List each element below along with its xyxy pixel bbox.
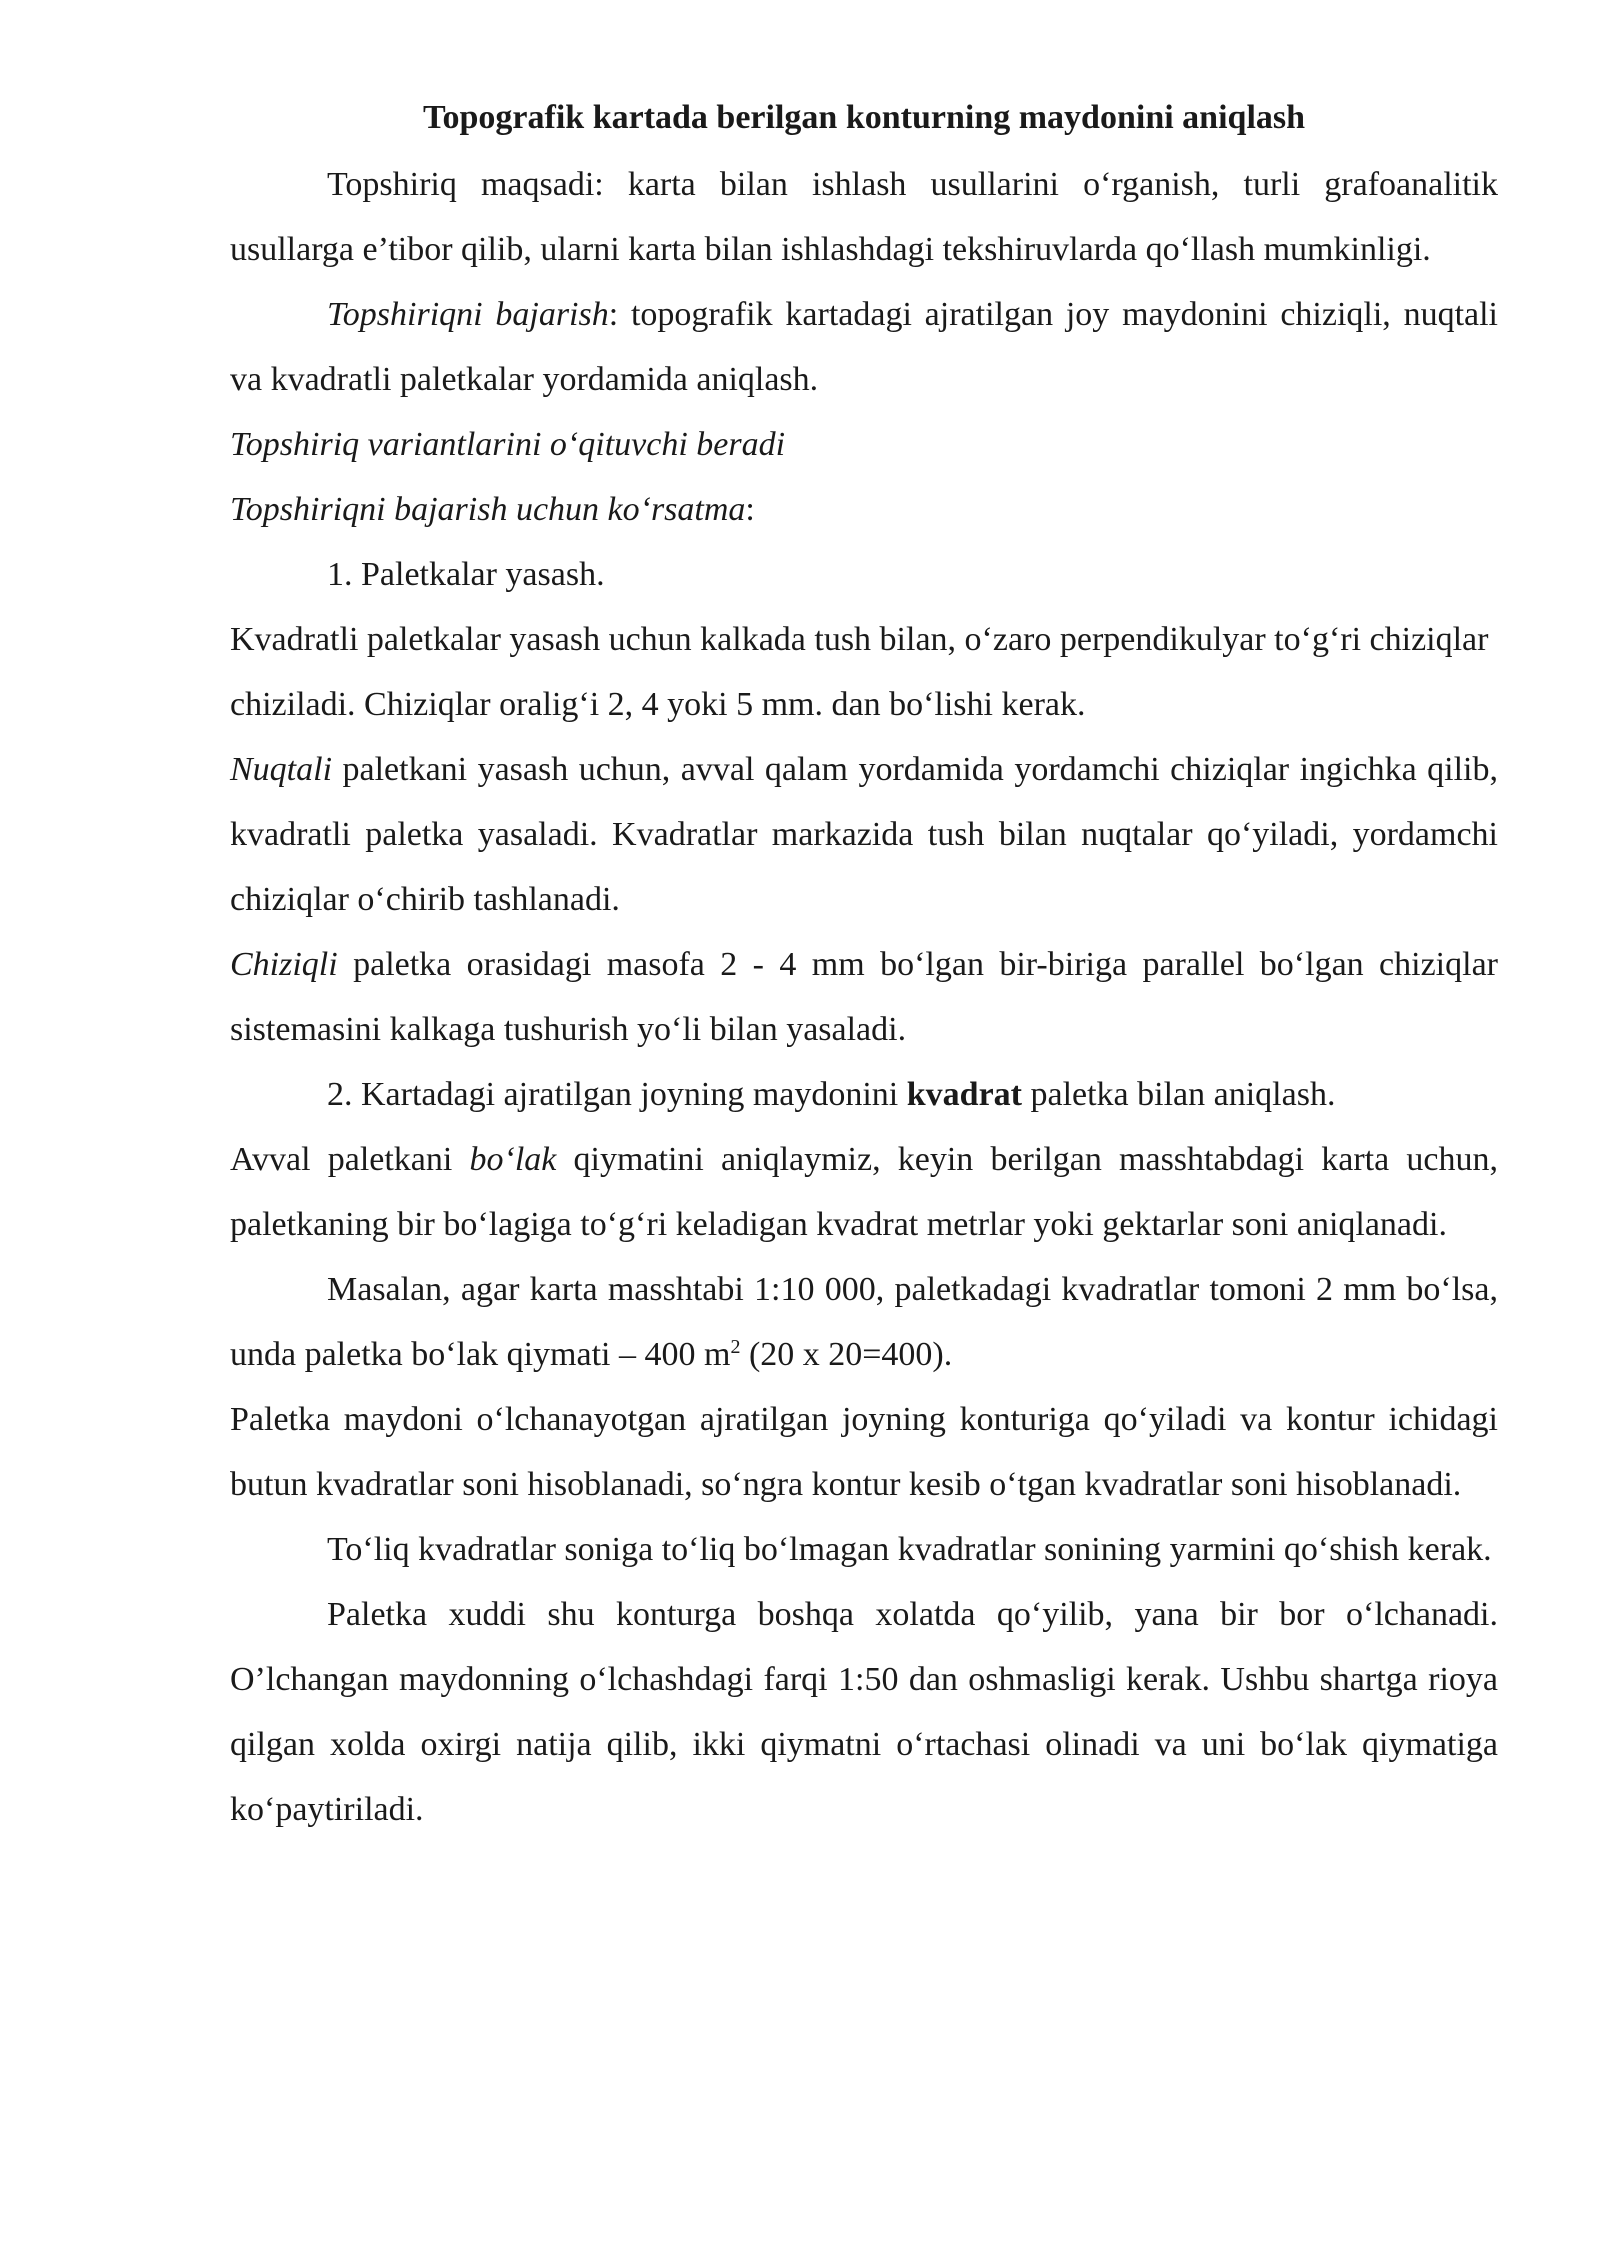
paragraph-dot-palette (230, 737, 1498, 932)
paragraph-instructions-heading (230, 477, 1498, 542)
paragraph-piece-value (230, 1127, 1498, 1257)
paragraph-example (230, 1257, 1498, 1387)
paragraph-task (230, 282, 1498, 412)
line-palette-label: Chiziqli (230, 946, 338, 983)
paragraph-final-result: Paletka xuddi shu konturga boshqa xolatda qo‘yilib, yana bir bor o‘lchanadi. O’lchangan maydonning o‘lchashdagi farqi 1:50 dan oshmasligi kerak. Ushbu shartga rioya qilgan xolda oxirgi natija qilib, ikki qiymatni o‘rtachasi olinadi va uni bo‘lak qiymatiga ko‘paytiriladi. (230, 1596, 1498, 1828)
step-2-bold: kvadrat (906, 1076, 1022, 1113)
step-2-text-a: 2. Kartadagi ajratilgan joyning maydonini (327, 1076, 907, 1113)
paragraph-step-2 (230, 1062, 1498, 1127)
dot-palette-label: Nuqtali (230, 751, 333, 788)
example-superscript: 2 (730, 1336, 741, 1358)
document-page (230, 92, 1498, 1842)
task-text: : topografik kartadagi ajratilgan joy maydonini chiziqli, nuqtali va kvadratli paletkalar yordamida aniqlash. (230, 296, 1499, 398)
paragraph-objective: Topshiriq maqsadi: karta bilan ishlash usullarini o‘rganish, turli grafoanalitik usullarga e’tibor qilib, ularni karta bilan ishlashdagi tekshiruvlarda qo‘llash mumkinligi. (230, 166, 1498, 268)
paragraph-square-palette: Kvadratli paletkalar yasash uchun kalkada tush bilan, o‘zaro perpendikulyar to‘g‘ri chiziqlar chiziladi. Chiziqlar oralig‘i 2, 4 yoki 5 mm. dan bo‘lishi kerak. (230, 621, 1489, 723)
paragraph-half-squares: To‘liq kvadratlar soniga to‘liq bo‘lmagan kvadratlar sonining yarmini qo‘shish kerak. (327, 1531, 1492, 1568)
paragraph-variants: Topshiriq variantlarini o‘qituvchi beradi (230, 426, 786, 463)
piece-value-text-b: qiymatini aniqlaymiz, keyin berilgan masshtabdagi karta uchun, paletkaning bir bo‘lagiga to‘g‘ri keladigan kvadrat metrlar yoki gektarlar soni aniqlanadi. (230, 1141, 1498, 1243)
paragraph-line-palette (230, 932, 1498, 1062)
piece-value-text-a: Avval paletkani (230, 1141, 470, 1178)
instructions-colon: : (745, 491, 755, 528)
example-text-b: (20 x 20=400). (740, 1336, 953, 1373)
line-palette-text: paletka orasidagi masofa 2 - 4 mm bo‘lgan bir-biriga parallel bo‘lgan chiziqlar sistemasini kalkaga tushurish yo‘li bilan yasaladi. (230, 946, 1498, 1048)
piece-value-italic: bo‘lak (469, 1141, 557, 1178)
step-2-text-b: paletka bilan aniqlash. (1021, 1076, 1336, 1113)
paragraph-step-1: 1. Paletkalar yasash. (327, 556, 605, 593)
example-text-a: Masalan, agar karta masshtabi 1:10 000, paletkadagi kvadratlar tomoni 2 mm bo‘lsa, unda paletka bo‘lak qiymati – 400 m (230, 1271, 1498, 1373)
dot-palette-text: paletkani yasash uchun, avval qalam yordamida yordamchi chiziqlar ingichka qilib, kvadratli paletka yasaladi. Kvadratlar markazida tush bilan nuqtalar qo‘yiladi, yordamchi chiziqlar o‘chirib tashlanadi. (230, 751, 1498, 918)
paragraph-counting: Paletka maydoni o‘lchanayotgan ajratilgan joyning konturiga qo‘yiladi va kontur ichidagi butun kvadratlar soni hisoblanadi, so‘ngra kontur kesib o‘tgan kvadratlar soni hisoblanadi. (230, 1401, 1498, 1503)
task-label: Topshiriqni bajarish (327, 296, 609, 333)
document-title: Topografik kartada berilgan konturning maydonini aniqlash (422, 99, 1306, 136)
instructions-label: Topshiriqni bajarish uchun ko‘rsatma (230, 491, 746, 528)
